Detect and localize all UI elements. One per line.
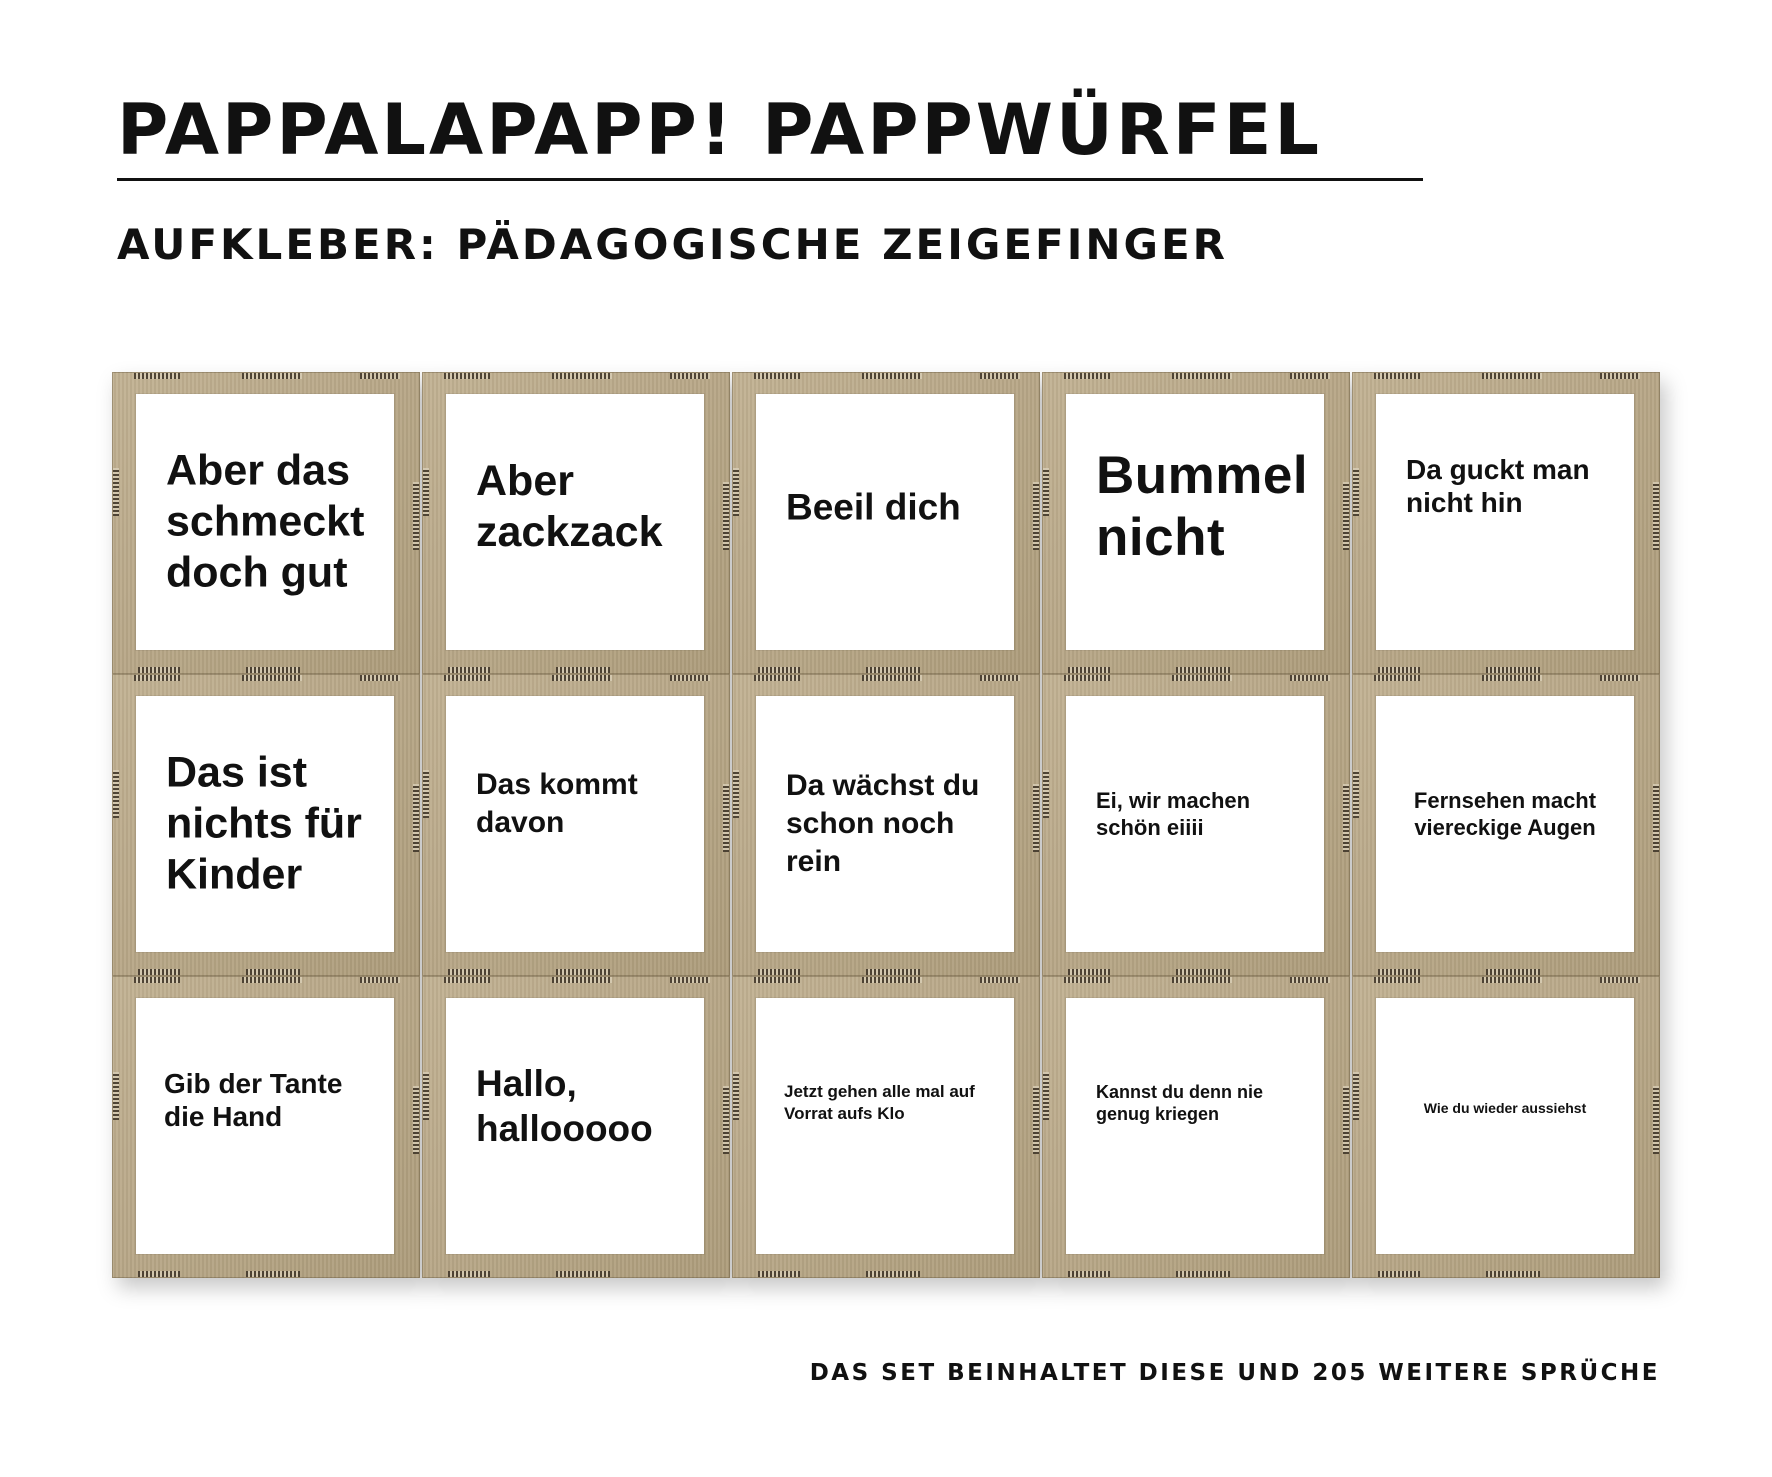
cube-sticker [1376, 696, 1634, 952]
cardboard-cube [112, 372, 420, 674]
sticker-text: Das kommt davon [476, 767, 638, 839]
title-divider [117, 178, 1423, 181]
cardboard-cube [732, 976, 1040, 1278]
page-subtitle: AUFKLEBER: PÄDAGOGISCHE ZEIGEFINGER [117, 220, 1228, 269]
sticker-text: Hallo, hallooooo [476, 1062, 653, 1149]
cardboard-cube [732, 674, 1040, 976]
cardboard-cube [112, 976, 420, 1278]
cube-sticker [1376, 394, 1634, 650]
sticker-text: Aber das schmeckt doch gut [166, 446, 365, 597]
cube-sticker [1376, 998, 1634, 1254]
footer-note: DAS SET BEINHALTET DIESE UND 205 WEITERE SPRÜCHE [809, 1360, 1660, 1386]
sticker-text: Da guckt man nicht hin [1406, 454, 1590, 519]
cube-sticker [1066, 998, 1324, 1254]
cube-sticker [446, 998, 704, 1254]
cardboard-cube [732, 372, 1040, 674]
sticker-text: Beeil dich [786, 486, 961, 528]
sticker-text: Kannst du denn nie genug kriegen [1096, 1081, 1264, 1124]
cardboard-cube [422, 674, 730, 976]
cube-sticker [136, 696, 394, 952]
sticker-text: Fernsehen macht viereckige Augen [1413, 787, 1597, 840]
cardboard-cube [1042, 976, 1350, 1278]
page-title: PAPPALAPAPP! PAPPWÜRFEL [117, 89, 1322, 171]
cube-sticker [1066, 696, 1324, 952]
cube-grid [112, 372, 1660, 1278]
cube-sticker [756, 394, 1014, 650]
cube-sticker [756, 696, 1014, 952]
sticker-text: Wie du wieder aussiehst [1423, 1100, 1587, 1117]
cardboard-cube [112, 674, 420, 976]
cardboard-cube [1352, 976, 1660, 1278]
cardboard-cube [1042, 372, 1350, 674]
cube-sticker [1066, 394, 1324, 650]
sticker-text: Jetzt gehen alle mal auf Vorrat aufs Klo [784, 1081, 975, 1123]
sticker-text: Ei, wir machen schön eiiii [1096, 787, 1251, 840]
cardboard-cube [1042, 674, 1350, 976]
cube-sticker [136, 394, 394, 650]
sticker-text: Das ist nichts für Kinder [166, 748, 362, 899]
sticker-text: Da wächst du schon noch rein [786, 769, 980, 878]
cube-sticker [446, 394, 704, 650]
cube-sticker [756, 998, 1014, 1254]
sticker-text: Bummel nicht [1096, 445, 1309, 567]
cube-sticker [446, 696, 704, 952]
sticker-text: Aber zackzack [476, 456, 663, 556]
cube-sticker [136, 998, 394, 1254]
sticker-text: Gib der Tante die Hand [164, 1068, 343, 1133]
cardboard-cube [422, 976, 730, 1278]
cardboard-cube [1352, 372, 1660, 674]
cardboard-cube [1352, 674, 1660, 976]
cardboard-cube [422, 372, 730, 674]
